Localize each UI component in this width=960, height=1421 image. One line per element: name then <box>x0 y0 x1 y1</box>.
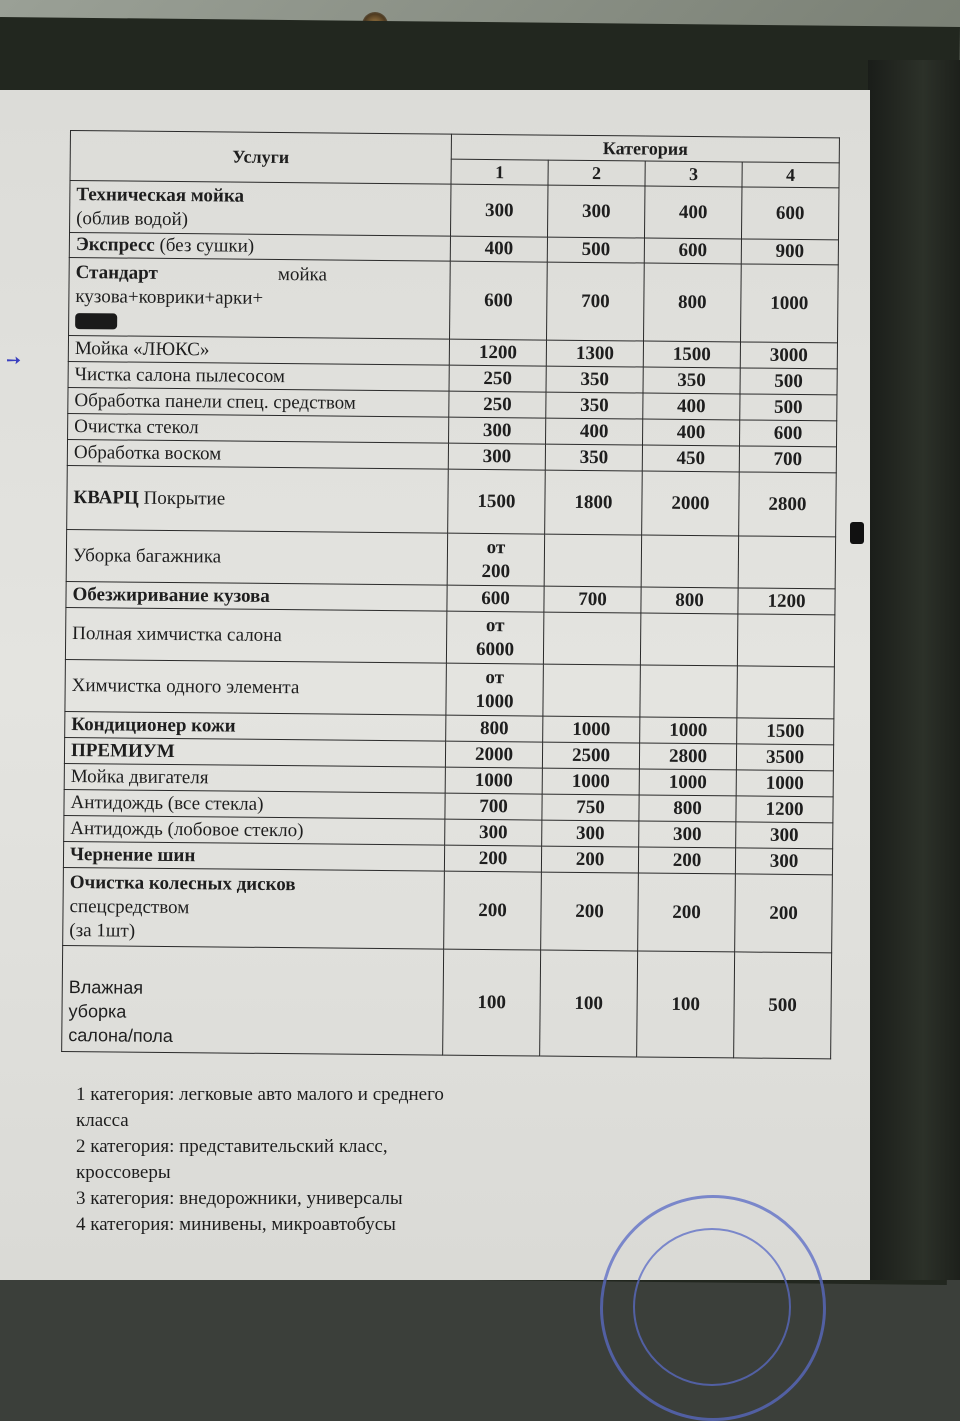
price-cell: 350 <box>643 367 740 394</box>
category-legend <box>76 1082 596 1238</box>
price-cell: 200 <box>541 872 639 951</box>
empty-cell <box>641 535 738 588</box>
table-row <box>63 867 833 952</box>
service-note-2: салона/пола <box>68 1024 173 1046</box>
price-cell: 1500 <box>448 469 546 534</box>
price-cell: 200 <box>735 874 833 953</box>
service-name: КВАРЦ <box>73 486 139 509</box>
legend-line: 1 категория: легковые авто малого и среднего <box>76 1084 444 1105</box>
service-cell <box>67 465 449 533</box>
price-table <box>61 130 840 1059</box>
price-cell: 2500 <box>542 742 639 769</box>
price-cell: 1300 <box>546 340 643 367</box>
service-name: Экспресс <box>75 234 155 256</box>
price-cell: 600 <box>450 261 548 340</box>
price-cell: 400 <box>643 393 740 420</box>
price-cell: 500 <box>740 368 837 395</box>
frame-right-edge <box>868 60 960 1280</box>
price-cell: 700 <box>547 262 645 341</box>
price-value: 200 <box>481 560 511 582</box>
service-cell: Уборка багажника <box>66 529 448 585</box>
services-header: Услуги <box>70 131 451 185</box>
price-cell: 1200 <box>449 339 546 366</box>
price-cell: 300 <box>449 417 546 444</box>
price-cell: 400 <box>643 419 740 446</box>
category-3: 3 <box>645 161 742 187</box>
price-prefix: от <box>485 614 505 636</box>
price-value: 6000 <box>475 638 515 660</box>
price-cell: 100 <box>637 951 735 1058</box>
price-cell: 600 <box>739 420 836 447</box>
table-row <box>65 659 834 718</box>
table-row <box>66 529 835 588</box>
service-cell <box>62 945 444 1055</box>
category-2: 2 <box>548 160 645 186</box>
legend-line: кроссоверы <box>76 1162 171 1183</box>
service-cell: Чернение шин <box>63 841 444 871</box>
service-cell: Очистка стекол <box>68 413 449 443</box>
service-cell <box>63 867 445 949</box>
service-note: уборка <box>68 1000 127 1022</box>
price-cell: 400 <box>450 236 547 262</box>
price-cell: 500 <box>740 394 837 421</box>
table-row <box>65 607 834 666</box>
price-prefix: от <box>485 666 505 688</box>
price-cell <box>446 663 543 716</box>
price-cell: 300 <box>542 820 639 847</box>
service-cell: Антидождь (все стекла) <box>64 789 445 819</box>
price-cell: 800 <box>446 715 543 742</box>
category-header: Категория <box>451 134 839 163</box>
service-name: Техническая мойка <box>76 183 245 207</box>
price-value: 1000 <box>475 690 514 712</box>
price-cell: 2000 <box>642 471 740 536</box>
price-cell: 600 <box>644 238 741 264</box>
service-note: (без сушки) <box>159 234 255 257</box>
price-cell: 800 <box>644 263 742 342</box>
price-cell: 200 <box>444 871 542 950</box>
service-name: Очистка колесных дисков <box>69 871 296 895</box>
price-cell: 800 <box>639 795 736 822</box>
price-cell: 200 <box>638 847 735 874</box>
price-cell: 250 <box>449 391 546 418</box>
table-row <box>67 465 837 536</box>
price-cell: 1200 <box>736 796 833 823</box>
legend-line: 2 категория: представительский класс, <box>76 1136 388 1157</box>
empty-cell <box>640 613 737 666</box>
price-cell: 1800 <box>545 470 643 535</box>
service-note: спецсредством <box>69 895 190 918</box>
service-cell: Чистка салона пылесосом <box>68 361 449 391</box>
redacted-mark <box>75 313 117 329</box>
price-cell: 1000 <box>542 768 639 795</box>
empty-cell <box>543 664 640 717</box>
empty-cell <box>738 536 836 589</box>
service-cell: Кондиционер кожи <box>65 711 446 741</box>
legend-line: класса <box>76 1110 129 1131</box>
service-cell: Полная химчистка салона <box>65 607 447 663</box>
price-cell: 1000 <box>543 716 640 743</box>
frame-clip <box>850 522 864 544</box>
service-cell <box>69 233 450 262</box>
price-cell: 1200 <box>738 588 835 615</box>
price-cell: 300 <box>736 822 833 849</box>
price-cell: 2800 <box>639 743 736 770</box>
table-row <box>70 181 839 240</box>
price-cell: 300 <box>639 821 736 848</box>
price-cell: 350 <box>546 392 643 419</box>
price-cell: 200 <box>541 846 638 873</box>
price-cell: 1500 <box>737 718 834 745</box>
price-cell: 500 <box>734 952 832 1059</box>
legend-line: 4 категория: минивены, микроавтобусы <box>76 1214 396 1235</box>
service-name: Влажная <box>68 976 144 998</box>
service-cell: Мойка двигателя <box>64 763 445 793</box>
price-cell: 700 <box>739 446 836 473</box>
legend-line: 3 категория: внедорожники, универсалы <box>76 1188 403 1209</box>
service-cell: Обезжиривание кузова <box>66 581 447 611</box>
price-cell: 200 <box>638 873 736 952</box>
table-row <box>69 257 839 342</box>
empty-cell <box>544 534 641 587</box>
stamp-inner-ring <box>633 1228 791 1386</box>
service-note-2: (за 1шт) <box>69 919 136 942</box>
category-1: 1 <box>451 159 548 185</box>
price-cell: 300 <box>548 185 645 238</box>
price-cell: 700 <box>445 793 542 820</box>
price-cell: 1000 <box>639 769 736 796</box>
price-cell: 400 <box>644 186 741 239</box>
price-cell: 400 <box>546 418 643 445</box>
price-cell: 1000 <box>640 717 737 744</box>
price-cell: 200 <box>444 845 541 872</box>
service-name: Стандарт <box>75 261 158 284</box>
price-cell: 250 <box>449 365 546 392</box>
price-cell: 100 <box>540 950 638 1057</box>
empty-cell <box>737 666 835 719</box>
official-stamp <box>600 1195 826 1421</box>
service-cell <box>69 257 451 339</box>
pen-mark: ➙ <box>6 350 22 370</box>
service-note: (облив водой) <box>76 207 189 230</box>
table-header-row <box>70 131 839 163</box>
empty-cell <box>543 612 640 665</box>
price-cell <box>447 533 544 586</box>
price-cell: 3500 <box>736 744 833 771</box>
service-cell: Антидождь (лобовое стекло) <box>64 815 445 845</box>
price-cell: 750 <box>542 794 639 821</box>
service-name-tail: мойка <box>277 263 328 285</box>
price-cell: 350 <box>545 444 642 471</box>
empty-cell <box>640 665 737 718</box>
price-cell: 800 <box>641 587 738 614</box>
category-4: 4 <box>742 162 839 188</box>
price-cell: 700 <box>544 586 641 613</box>
service-cell: Обработка воском <box>67 439 448 469</box>
price-cell: 600 <box>447 585 544 612</box>
service-note: кузова+коврики+арки+ <box>75 285 264 309</box>
price-cell: 300 <box>445 819 542 846</box>
service-cell: Химчистка одного элемента <box>65 659 447 715</box>
price-cell: 2000 <box>445 741 542 768</box>
price-cell: 2800 <box>739 472 837 537</box>
service-cell: Обработка панели спец. средством <box>68 387 449 417</box>
price-cell: 1000 <box>736 770 833 797</box>
price-cell: 1000 <box>445 767 542 794</box>
price-cell: 1500 <box>643 341 740 368</box>
price-cell: 600 <box>741 187 839 240</box>
price-cell: 1000 <box>740 264 838 343</box>
service-cell: Мойка «ЛЮКС» <box>68 335 449 365</box>
service-cell <box>70 181 452 237</box>
price-cell: 100 <box>443 949 541 1056</box>
empty-cell <box>737 614 835 667</box>
price-cell: 500 <box>547 237 644 263</box>
price-prefix: от <box>486 536 506 558</box>
price-cell: 350 <box>546 366 643 393</box>
price-cell: 900 <box>741 239 838 265</box>
price-cell: 300 <box>448 443 545 470</box>
price-cell: 300 <box>451 184 548 237</box>
service-note: Покрытие <box>143 487 226 510</box>
price-cell: 3000 <box>740 342 837 369</box>
price-cell: 450 <box>642 445 739 472</box>
price-cell <box>446 611 543 664</box>
price-cell: 300 <box>735 848 832 875</box>
table-row <box>62 945 832 1058</box>
service-cell: ПРЕМИУМ <box>64 737 445 767</box>
